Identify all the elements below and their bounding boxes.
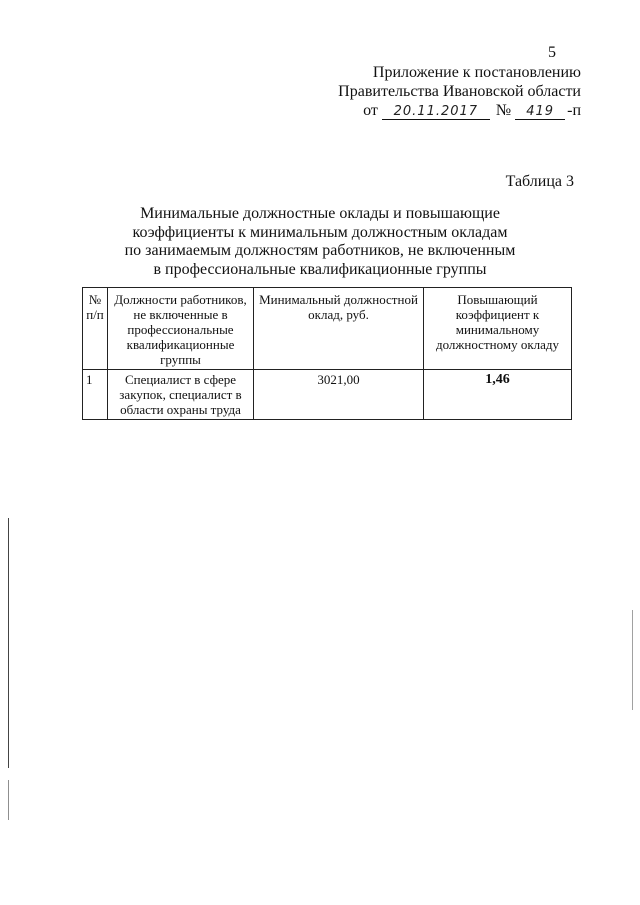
table-label: Таблица 3	[505, 173, 574, 190]
scan-margin-line	[8, 780, 9, 820]
date-number-line	[363, 102, 581, 120]
header-coefficient: Повышающий коэффициент к минимальному должностному окладу	[424, 288, 572, 370]
handwritten-number: 419	[515, 105, 565, 120]
table-row	[83, 370, 572, 420]
header-position: Должности работников, не включенные в профессиональные квалификационные группы	[108, 288, 254, 370]
cell-position: Специалист в сфере закупок, специалист в области охраны труда	[108, 370, 254, 420]
table-header-row	[83, 288, 572, 370]
cell-number: 1	[83, 370, 108, 420]
salary-table	[82, 287, 572, 420]
header-number: № п/п	[83, 288, 108, 370]
scan-margin-line	[8, 518, 9, 768]
header-salary: Минимальный должностной оклад, руб.	[254, 288, 424, 370]
scan-margin-line	[632, 610, 633, 710]
number-prefix: №	[495, 102, 512, 119]
title-line: в профессиональные квалификационные группы	[153, 260, 487, 278]
appendix-line: Приложение к постановлению	[372, 64, 581, 81]
title-line: коэффициенты к минимальным должностным окладам	[132, 223, 508, 241]
title-line: по занимаемым должностям работников, не включенным	[124, 242, 516, 259]
cell-coefficient: 1,46	[424, 370, 572, 420]
page-number: 5	[548, 44, 556, 61]
government-line: Правительства Ивановской области	[338, 83, 581, 100]
document-title	[100, 205, 540, 279]
number-suffix: -п	[567, 102, 581, 119]
title-line: Минимальные должностные оклады и повышающие	[140, 205, 500, 222]
handwritten-date: 20.11.2017	[382, 105, 490, 120]
date-prefix: от	[363, 102, 378, 119]
cell-salary: 3021,00	[254, 370, 424, 420]
